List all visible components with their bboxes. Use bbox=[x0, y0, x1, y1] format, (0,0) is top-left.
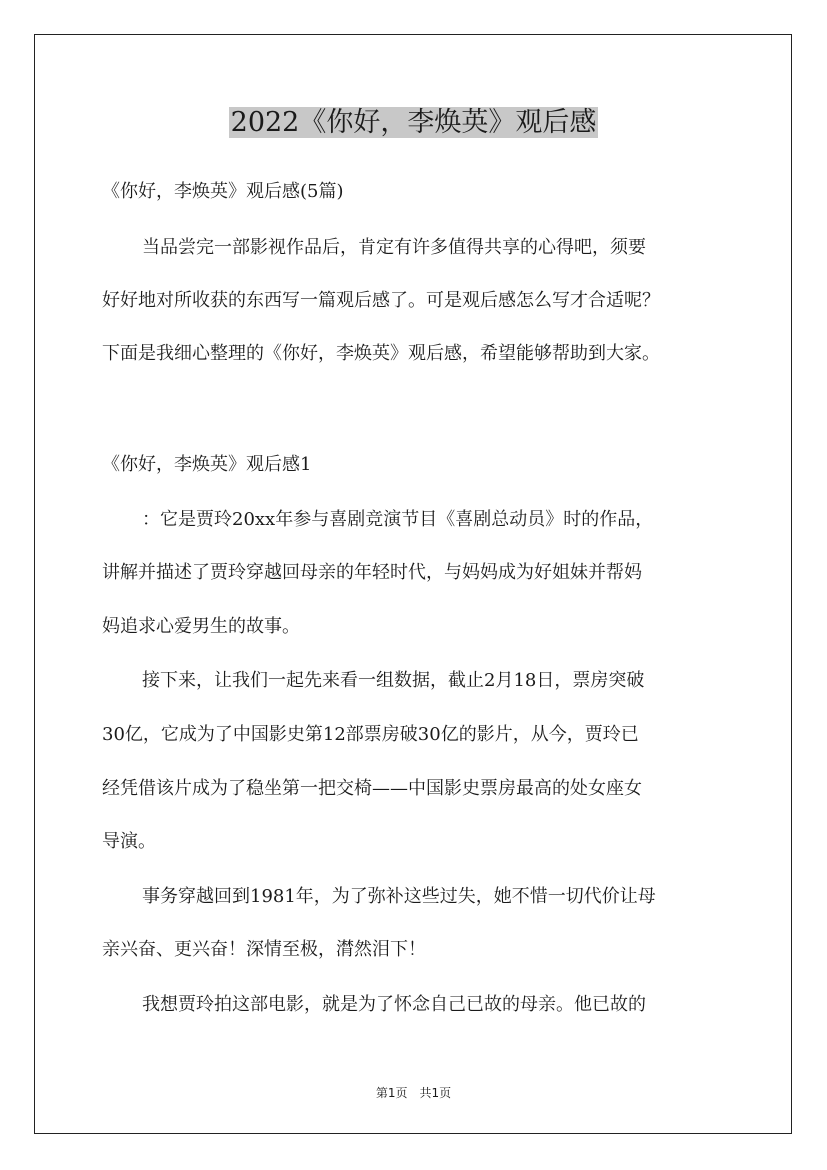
paragraph-line: 下面是我细心整理的《你好，李焕英》观后感，希望能够帮助到大家。 bbox=[102, 343, 660, 364]
document-title: 2022《你好，李焕英》观后感 bbox=[230, 107, 597, 138]
paragraph-line: 亲兴奋、更兴奋！深情至极，潸然泪下！ bbox=[102, 939, 426, 960]
paragraph-line: 经凭借该片成为了稳坐第一把交椅——中国影史票房最高的处女座女 bbox=[102, 778, 642, 799]
paragraph-line: 妈追求心爱男生的故事。 bbox=[102, 616, 300, 637]
paragraph-line: 30亿，它成为了中国影史第12部票房破30亿的影片，从今，贾玲已 bbox=[102, 724, 639, 745]
paragraph-line: 好好地对所收获的东西写一篇观后感了。可是观后感怎么写才合适呢？ bbox=[102, 290, 660, 311]
paragraph-line: 接下来，让我们一起先来看一组数据，截止2月18日，票房突破 bbox=[142, 670, 645, 691]
paragraph-line: ：它是贾玲20xx年参与喜剧竞演节目《喜剧总动员》时的作品， bbox=[142, 509, 654, 530]
paragraph-line: 事务穿越回到1981年，为了弥补这些过失，她不惜一切代价让母 bbox=[142, 886, 656, 907]
page-number-footer: 第1页 共1页 bbox=[375, 1086, 452, 1100]
subtitle-line: 《你好，李焕英》观后感(5篇) bbox=[102, 181, 344, 202]
paragraph-line: 导演。 bbox=[102, 831, 156, 852]
section-heading: 《你好，李焕英》观后感1 bbox=[102, 454, 312, 475]
paragraph-line: 讲解并描述了贾玲穿越回母亲的年轻时代，与妈妈成为好姐妹并帮妈 bbox=[102, 562, 642, 583]
paragraph-line: 我想贾玲拍这部电影，就是为了怀念自己已故的母亲。他已故的 bbox=[142, 994, 646, 1015]
paragraph-line: 当品尝完一部影视作品后，肯定有许多值得共享的心得吧，须要 bbox=[142, 237, 646, 258]
